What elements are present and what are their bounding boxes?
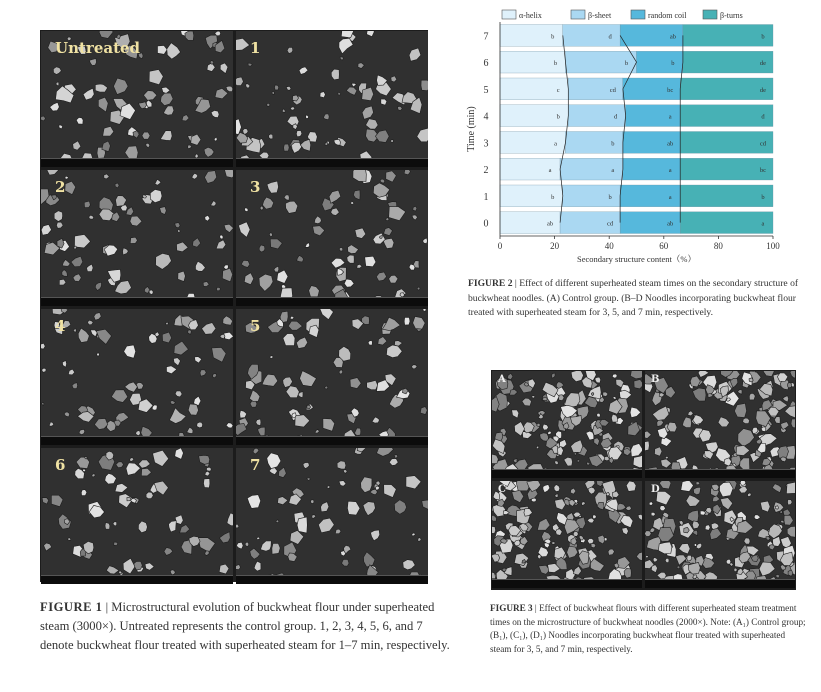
x-tick-label: 20 <box>550 241 560 251</box>
sem-info-bar <box>236 436 428 445</box>
x-tick-label: 40 <box>604 241 614 251</box>
y-tick-label: 4 <box>483 111 489 123</box>
data-label: d <box>613 113 618 121</box>
x-tick-label: 80 <box>713 241 723 251</box>
secondary-structure-chart <box>458 4 798 264</box>
figure2-caption-label: FIGURE 2 <box>468 278 513 289</box>
sem-panel-label: 2 <box>55 178 66 196</box>
y-tick-label: 1 <box>483 191 489 203</box>
sem-micrograph-3 <box>236 170 428 306</box>
sem-panel-label: 7 <box>250 456 261 474</box>
figure1-caption-label: FIGURE 1 <box>40 600 103 614</box>
bar-segment <box>680 105 773 127</box>
data-label: a <box>668 193 672 201</box>
data-label: b <box>551 33 555 41</box>
data-label: b <box>761 33 765 41</box>
data-label: a <box>611 167 615 175</box>
sem-panel-label: 6 <box>55 456 66 474</box>
bar-segment <box>680 212 773 234</box>
data-label: bc <box>667 86 674 94</box>
figure3-caption <box>490 602 808 656</box>
y-tick-label: 7 <box>483 31 489 43</box>
sem-micrograph-4 <box>41 309 233 445</box>
sem-info-bar <box>645 469 795 478</box>
figure1-sem-grid <box>40 30 428 582</box>
figure3-caption-text: Effect of buckwheat flours with different superheated steam treatment times on the microstructure of buckwheat noodles (2000×). Note: (A₁) Control group; (B₁), (C₁), (D₁) Noodles incorporating buckwheat flour treated with superheated steam for 3, 5, and 7 min, respectively. <box>490 603 806 654</box>
sem-micrograph-5 <box>236 309 428 445</box>
figure1-caption-sep: | <box>105 600 109 614</box>
data-label: ab <box>667 220 674 228</box>
sem-micrograph-D <box>645 481 795 588</box>
figure3-sem-grid <box>491 370 796 590</box>
data-label: b <box>761 193 765 201</box>
data-label: b <box>608 193 612 201</box>
sem-info-bar <box>236 575 428 584</box>
legend-label: β-turns <box>720 11 743 20</box>
bar-segment <box>637 51 683 73</box>
sem-panel-label: D <box>651 484 660 495</box>
legend-label: random coil <box>648 11 687 20</box>
data-label: a <box>548 167 552 175</box>
sem-panel-label: C <box>498 484 506 495</box>
sem-micrograph-C <box>492 481 642 588</box>
data-label: a <box>668 113 672 121</box>
sem-info-bar <box>41 436 233 445</box>
figure3-caption-label: FIGURE 3 <box>490 603 533 613</box>
sem-micrograph-untreated <box>41 31 233 167</box>
data-label: b <box>553 60 558 68</box>
figure2-chart <box>458 4 798 264</box>
sem-panel-label: 4 <box>55 317 66 335</box>
sem-info-bar <box>645 579 795 588</box>
figure1-caption-text: Microstructural evolution of buckwheat flour under superheated steam (3000×). Untreated represents the control group. 1, 2, 3, 4, 5, 6, and 7 denote buckwheat flour treated with superheated steam for 1–7 min, respectively. <box>40 600 450 652</box>
sem-panel-label: B <box>651 374 660 385</box>
sem-micrograph-1 <box>236 31 428 167</box>
sem-info-bar <box>41 158 233 167</box>
sem-panel-label: 5 <box>250 317 261 335</box>
x-tick-label: 0 <box>497 241 503 251</box>
data-label: cd <box>607 220 614 228</box>
data-label: de <box>759 86 767 94</box>
y-tick-label: 2 <box>483 165 489 177</box>
sem-micrograph-2 <box>41 170 233 306</box>
sem-info-bar <box>492 579 642 588</box>
data-label: a <box>554 140 557 148</box>
data-label: a <box>761 220 765 228</box>
bar-segment <box>680 185 773 207</box>
legend-swatch <box>631 10 645 19</box>
figure1-caption <box>40 598 450 655</box>
y-tick-label: 6 <box>483 58 489 70</box>
data-label: b <box>624 60 629 68</box>
bar-segment <box>626 105 681 127</box>
sem-info-bar <box>41 297 233 306</box>
sem-info-bar <box>236 297 428 306</box>
data-label: c <box>556 86 560 94</box>
data-label: b <box>671 60 675 68</box>
sem-micrograph-6 <box>41 448 233 584</box>
x-axis-label: Secondary structure content（%） <box>577 254 696 264</box>
sem-info-bar <box>492 469 642 478</box>
figure2-caption-text: Effect of different superheated steam times on the secondary structure of buckwheat noodles. (A) Control group. (B–D Noodles incorporating buckwheat flour treated with superheated steam for 3, 5, and 7 min, respectively. <box>468 278 799 318</box>
data-label: b <box>611 140 615 148</box>
sem-micrograph-B <box>645 371 795 478</box>
sem-panel-label: 3 <box>250 178 261 196</box>
data-label: b <box>556 113 560 121</box>
sem-panel-label: 1 <box>250 39 261 57</box>
y-tick-label: 0 <box>483 218 489 230</box>
y-tick-label: 5 <box>483 84 489 96</box>
sem-panel-label: Untreated <box>55 39 141 57</box>
legend-label: β-sheet <box>588 11 612 20</box>
x-tick-label: 60 <box>659 241 669 251</box>
figure2-caption-sep: | <box>514 278 517 289</box>
x-tick-label: 100 <box>766 241 780 251</box>
legend-swatch <box>571 10 585 19</box>
y-axis-label: Time (min) <box>466 106 477 152</box>
data-label: ab <box>546 220 554 228</box>
data-label: de <box>759 60 767 68</box>
sem-micrograph-A <box>492 371 642 478</box>
sem-panel-label: A <box>498 374 506 385</box>
data-label: d <box>608 33 612 41</box>
bar-segment <box>683 25 773 47</box>
sem-info-bar <box>41 575 233 584</box>
data-label: bc <box>759 167 767 175</box>
sem-micrograph-7 <box>236 448 428 584</box>
data-label: d <box>761 113 765 121</box>
data-label: cd <box>759 140 767 148</box>
data-label: ab <box>669 33 676 41</box>
legend-swatch <box>502 10 516 19</box>
figure3-caption-sep: | <box>534 603 537 613</box>
data-label: cd <box>609 86 616 94</box>
sem-info-bar <box>236 158 428 167</box>
data-label: a <box>668 167 672 175</box>
legend-swatch <box>703 10 717 19</box>
data-label: b <box>551 193 555 201</box>
legend-label: α-helix <box>519 11 542 20</box>
y-tick-label: 3 <box>483 138 489 150</box>
figure2-caption <box>468 277 813 321</box>
data-label: ab <box>667 140 674 148</box>
